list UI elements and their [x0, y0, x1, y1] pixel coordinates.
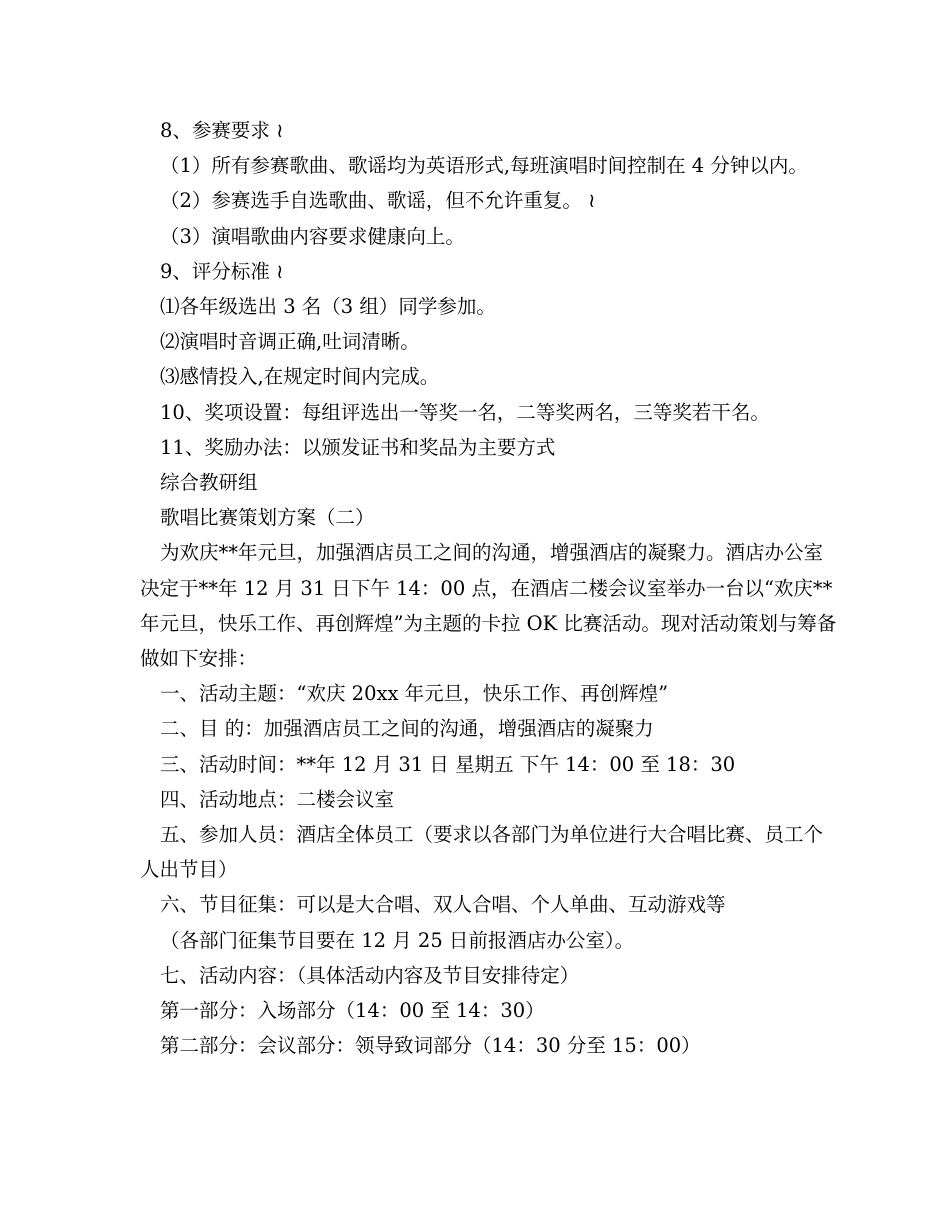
program-deadline: （各部门征集节目要在 12 月 25 日前报酒店办公室）。 [160, 928, 635, 952]
document-body [140, 113, 840, 1063]
activity-location: 四、活动地点：二楼会议室 [160, 787, 395, 811]
activity-purpose: 二、目 的：加强酒店员工之间的沟通，增强酒店的凝聚力 [160, 717, 654, 741]
requirement-item-2: （2）参赛选手自选歌曲、歌谣，但不允许重复。 ≀ [160, 189, 596, 213]
section-9-heading: 9、评分标准 ≀ [160, 259, 284, 283]
part-1: 第一部分：入场部分（14：00 至 14：30） [160, 999, 545, 1023]
intro-paragraph: 为欢庆**年元旦，加强酒店员工之间的沟通，增强酒店的凝聚力。酒店办公室决定于**年 12 月 31 日下午 14：00 点，在酒店二楼会议室举办一台以“欢庆**年元旦，快乐工作、再创辉煌”为主题的卡拉 OK 比赛活动。现对活动策划与筹备做如下安排： [140, 541, 837, 671]
activity-content: 七、活动内容：（具体活动内容及节目安排待定） [160, 963, 580, 987]
scoring-item-1: ⑴各年级选出 3 名（3 组）同学参加。 [160, 295, 496, 319]
scoring-item-3: ⑶感情投入,在规定时间内完成。 [160, 365, 440, 389]
activity-time: 三、活动时间：**年 12 月 31 日 星期五 下午 14：00 至 18：30 [160, 752, 736, 776]
participants: 五、参加人员：酒店全体员工（要求以各部门为单位进行大合唱比赛、员工个人出节目） [140, 823, 824, 882]
requirement-item-1: （1）所有参赛歌曲、歌谣均为英语形式,每班演唱时间控制在 4 分钟以内。 [160, 154, 808, 178]
section-11-rewards: 11、奖励办法：以颁发证书和奖品为主要方式 [160, 435, 556, 459]
scoring-item-2: ⑵演唱时音调正确,吐词清晰。 [160, 330, 420, 354]
section-10-awards: 10、奖项设置：每组评选出一等奖一名，二等奖两名，三等奖若干名。 [160, 400, 770, 424]
program-collection: 六、节目征集：可以是大合唱、双人合唱、个人单曲、互动游戏等 [160, 893, 726, 917]
section-8-heading: 8、参赛要求 ≀ [160, 119, 284, 142]
plan-2-title: 歌唱比赛策划方案（二） [160, 506, 375, 530]
requirement-item-3: （3）演唱歌曲内容要求健康向上。 [160, 224, 465, 248]
activity-theme: 一、活动主题：“欢庆 20xx 年元旦，快乐工作、再创辉煌” [160, 682, 669, 706]
part-2: 第二部分：会议部分：领导致词部分（14：30 分至 15：00） [160, 1034, 701, 1058]
signature-group: 综合教研组 [160, 471, 258, 495]
